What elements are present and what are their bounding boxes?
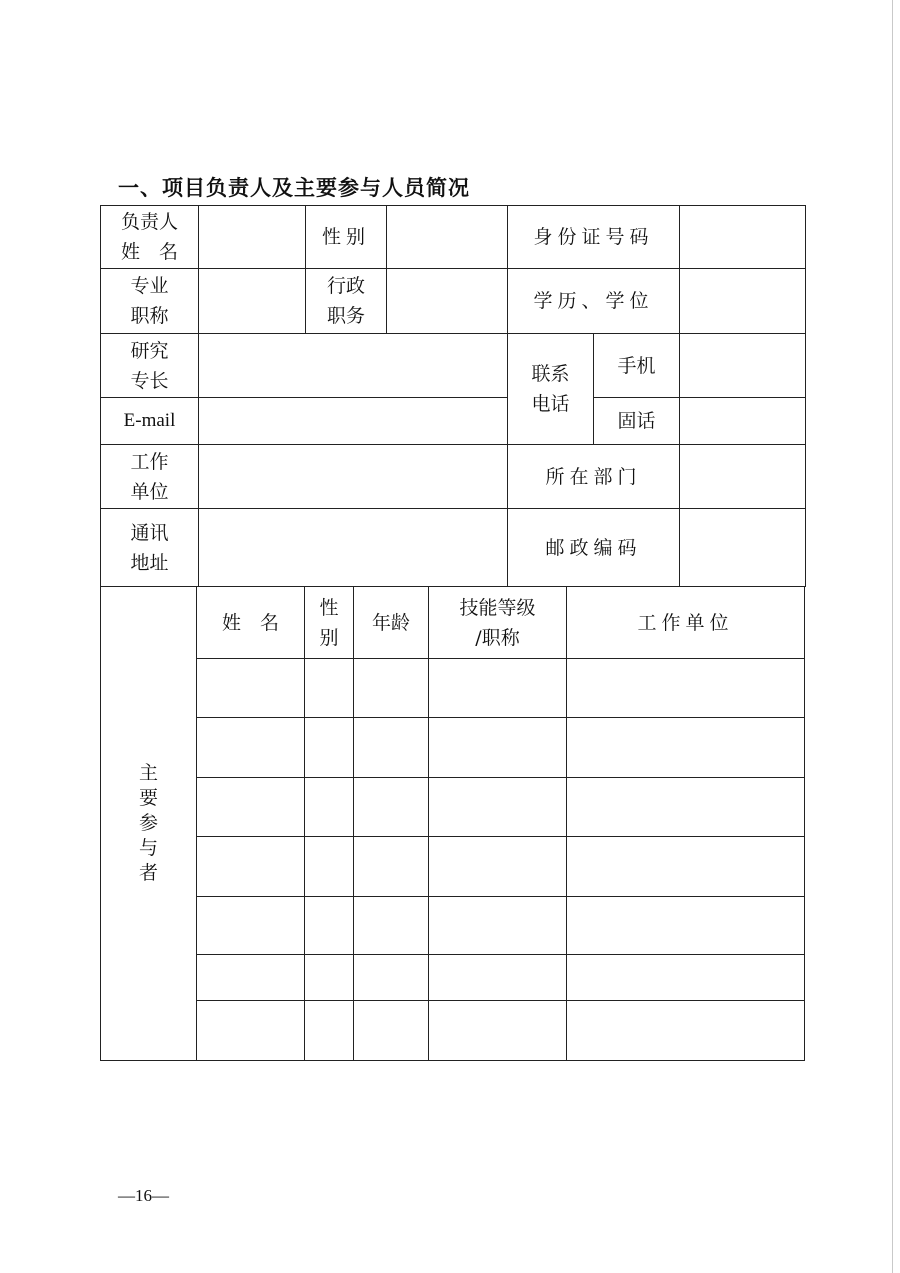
leader-contact-label: [508, 334, 594, 445]
member-row: [101, 837, 805, 897]
leader-name-label: [101, 206, 199, 269]
members-header-skill-line2: /职称: [475, 626, 520, 649]
leader-title-field[interactable]: [199, 269, 306, 334]
member-gender-cell[interactable]: [305, 837, 354, 897]
member-age-cell[interactable]: [354, 659, 429, 718]
members-header-work-unit: 工作单位: [567, 587, 805, 659]
leader-research-field[interactable]: [199, 334, 508, 398]
member-skill-cell[interactable]: [429, 837, 567, 897]
member-name-cell[interactable]: [197, 1001, 305, 1061]
member-work-unit-cell[interactable]: [567, 1001, 805, 1061]
member-age-cell[interactable]: [354, 897, 429, 955]
member-gender-cell[interactable]: [305, 659, 354, 718]
leader-landline-field[interactable]: [680, 398, 806, 445]
members-header-name: 姓 名: [197, 587, 305, 659]
leader-research-label-line2: 专长: [130, 369, 169, 392]
leader-info-table: [100, 205, 806, 587]
leader-contact-label-line2: 电话: [531, 393, 570, 415]
members-header-skill: [429, 587, 567, 659]
leader-title-label-line2: 职称: [130, 305, 169, 327]
member-skill-cell[interactable]: [429, 778, 567, 837]
section-heading: 一、项目负责人及主要参与人员简况: [118, 176, 470, 200]
member-age-cell[interactable]: [354, 837, 429, 897]
member-age-cell[interactable]: [354, 778, 429, 837]
leader-work-unit-label-line1: 工作: [130, 450, 169, 473]
leader-admin-label: [306, 269, 387, 334]
leader-gender-field[interactable]: [387, 206, 508, 269]
members-table: [100, 586, 805, 1061]
leader-email-field[interactable]: [199, 398, 508, 445]
members-header-gender-line2: 别: [319, 626, 339, 649]
leader-mobile-label: 手机: [594, 334, 680, 398]
member-name-cell[interactable]: [197, 897, 305, 955]
leader-address-label-line2: 地址: [130, 551, 169, 574]
leader-name-label-line1: 负责人: [120, 211, 178, 233]
member-work-unit-cell[interactable]: [567, 718, 805, 778]
member-skill-cell[interactable]: [429, 659, 567, 718]
member-work-unit-cell[interactable]: [567, 955, 805, 1001]
leader-degree-label: 学历、学位: [508, 269, 680, 334]
leader-postcode-field[interactable]: [680, 509, 806, 587]
member-work-unit-cell[interactable]: [567, 659, 805, 718]
leader-id-label: 身份证号码: [508, 206, 680, 269]
members-section-label: [101, 587, 197, 1061]
members-header-age: 年龄: [354, 587, 429, 659]
leader-research-label: [101, 334, 199, 398]
member-name-cell[interactable]: [197, 659, 305, 718]
member-work-unit-cell[interactable]: [567, 837, 805, 897]
member-row: [101, 897, 805, 955]
member-age-cell[interactable]: [354, 955, 429, 1001]
member-age-cell[interactable]: [354, 718, 429, 778]
member-gender-cell[interactable]: [305, 778, 354, 837]
leader-mobile-field[interactable]: [680, 334, 806, 398]
member-age-cell[interactable]: [354, 1001, 429, 1061]
member-work-unit-cell[interactable]: [567, 897, 805, 955]
leader-department-label: 所在部门: [508, 445, 680, 509]
member-row: [101, 1001, 805, 1061]
leader-admin-label-line1: 行政: [326, 275, 365, 297]
leader-contact-label-line1: 联系: [531, 363, 570, 385]
leader-landline-label: 固话: [594, 398, 680, 445]
leader-work-unit-label-line2: 单位: [130, 480, 169, 503]
member-row: [101, 955, 805, 1001]
page-number: —16—: [118, 1186, 169, 1205]
members-header-gender: [305, 587, 354, 659]
leader-work-unit-field[interactable]: [199, 445, 508, 509]
leader-title-label: [101, 269, 199, 334]
leader-admin-field[interactable]: [387, 269, 508, 334]
member-work-unit-cell[interactable]: [567, 778, 805, 837]
leader-gender-label: 性别: [306, 206, 387, 269]
member-gender-cell[interactable]: [305, 897, 354, 955]
leader-department-field[interactable]: [680, 445, 806, 509]
members-header-gender-line1: 性: [319, 596, 339, 619]
member-gender-cell[interactable]: [305, 718, 354, 778]
leader-title-label-line1: 专业: [130, 275, 169, 297]
member-skill-cell[interactable]: [429, 955, 567, 1001]
member-row: [101, 659, 805, 718]
member-name-cell[interactable]: [197, 955, 305, 1001]
leader-address-label-line1: 通讯: [130, 521, 169, 544]
members-header-skill-line1: 技能等级: [459, 596, 536, 619]
leader-degree-field[interactable]: [680, 269, 806, 334]
members-section-label-text: 主要参与者: [138, 762, 158, 884]
member-gender-cell[interactable]: [305, 955, 354, 1001]
member-row: [101, 718, 805, 778]
member-skill-cell[interactable]: [429, 897, 567, 955]
member-gender-cell[interactable]: [305, 1001, 354, 1061]
leader-work-unit-label: [101, 445, 199, 509]
member-name-cell[interactable]: [197, 718, 305, 778]
member-name-cell[interactable]: [197, 837, 305, 897]
member-name-cell[interactable]: [197, 778, 305, 837]
leader-email-label: E-mail: [101, 398, 199, 445]
leader-id-field[interactable]: [680, 206, 806, 269]
member-skill-cell[interactable]: [429, 718, 567, 778]
leader-postcode-label: 邮政编码: [508, 509, 680, 587]
leader-research-label-line1: 研究: [130, 339, 169, 362]
leader-address-field[interactable]: [199, 509, 508, 587]
leader-name-label-line2: 姓 名: [120, 241, 178, 263]
page-edge-line: [892, 0, 893, 1273]
leader-admin-label-line2: 职务: [326, 305, 365, 327]
member-skill-cell[interactable]: [429, 1001, 567, 1061]
leader-name-field[interactable]: [199, 206, 306, 269]
leader-address-label: [101, 509, 199, 587]
member-row: [101, 778, 805, 837]
